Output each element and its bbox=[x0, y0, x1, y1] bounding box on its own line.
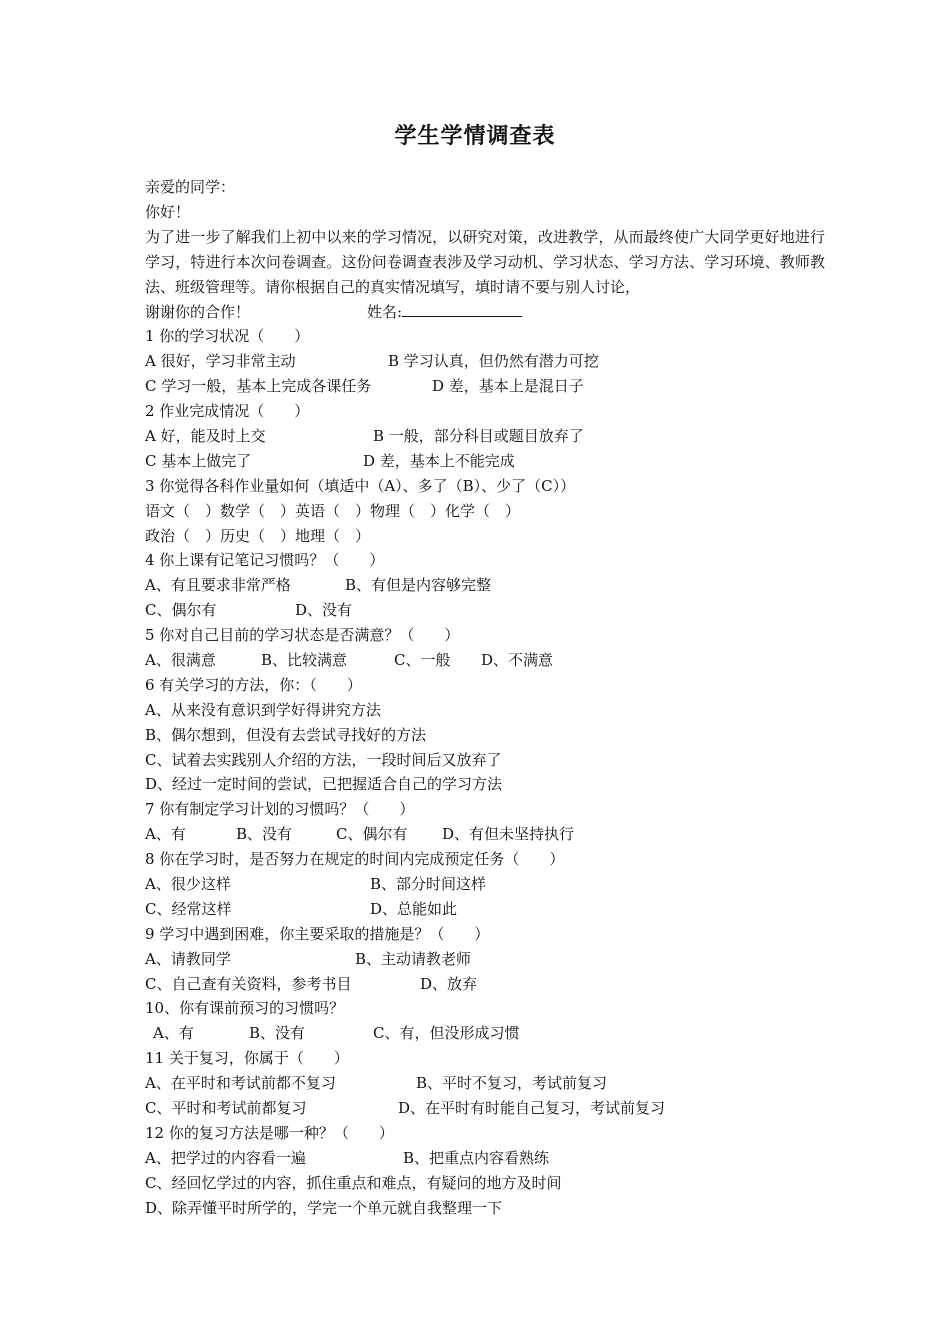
question-10: 10、你有课前预习的习惯吗？ bbox=[145, 999, 345, 1018]
question-3-options bbox=[145, 524, 825, 549]
option-item: D、不满意 bbox=[481, 650, 554, 669]
question-12-options bbox=[145, 1196, 825, 1221]
option-item: A、请教同学 bbox=[145, 949, 231, 968]
greeting: 亲爱的同学： bbox=[145, 178, 236, 196]
question-3: 3 你觉得各科作业量如何（填适中（A）、多了（B）、少了（C）） bbox=[145, 476, 576, 495]
option-item: B、没有 bbox=[236, 825, 293, 844]
question-4-options bbox=[145, 598, 825, 623]
option-item: D、放弃 bbox=[420, 974, 478, 993]
option-item: B 一般，部分科目或题目放弃了 bbox=[373, 426, 584, 445]
option-item: C、有，但没形成习惯 bbox=[373, 1024, 520, 1043]
question-8-options bbox=[145, 897, 825, 922]
option-item: B、有但是内容够完整 bbox=[345, 576, 492, 595]
question-7-options bbox=[145, 822, 825, 847]
option-item: C、试着去实践别人介绍的方法，一段时间后又放弃了 bbox=[145, 750, 502, 769]
option-item: A、很满意 bbox=[145, 650, 216, 669]
option-item: C、平时和考试前都复习 bbox=[145, 1099, 307, 1117]
option-item: D、有但未坚持执行 bbox=[442, 825, 575, 844]
option-item: B、把重点内容看熟练 bbox=[403, 1148, 550, 1167]
name-label: 姓名: bbox=[367, 302, 403, 321]
option-item: B 学习认真，但仍然有潜力可挖 bbox=[388, 352, 599, 371]
option-item: C、一般 bbox=[394, 650, 451, 669]
question-5: 5 你对自己目前的学习状态是否满意？（ ） bbox=[145, 626, 460, 645]
question-5-options bbox=[145, 648, 825, 673]
question-2-options bbox=[145, 424, 825, 449]
question-4-options bbox=[145, 573, 825, 598]
question-12-options bbox=[145, 1146, 825, 1171]
question-11: 11 关于复习，你属于（ ） bbox=[145, 1049, 349, 1068]
option-item: A、有 bbox=[145, 825, 186, 844]
question-6-options bbox=[145, 723, 825, 748]
question-10-options bbox=[145, 1021, 825, 1046]
survey-content bbox=[145, 175, 825, 1220]
question-8: 8 你在学习时，是否努力在规定的时间内完成预定任务（ ） bbox=[145, 850, 565, 869]
thanks-text: 谢谢你的合作！ bbox=[145, 302, 251, 321]
option-item: C、经回忆学过的内容，抓住重点和难点，有疑问的地方及时间 bbox=[145, 1173, 562, 1192]
question-11-options bbox=[145, 1071, 825, 1096]
page-title: 学生学情调查表 bbox=[394, 123, 556, 149]
question-8-options bbox=[145, 872, 825, 897]
question-2: 2 作业完成情况（ ） bbox=[145, 402, 310, 421]
option-item: D、除弄懂平时所学的，学完一个单元就自我整理一下 bbox=[145, 1198, 503, 1217]
question-1-options bbox=[145, 349, 825, 374]
option-item: D、没有 bbox=[295, 601, 353, 620]
option-item: A、从来没有意识到学好得讲究方法 bbox=[145, 700, 381, 719]
option-item: C 学习一般，基本上完成各课任务 bbox=[145, 377, 372, 396]
option-item: 语文（ ）数学（ ）英语（ ）物理（ ）化学（ ） bbox=[145, 501, 521, 520]
intro-paragraph: 为了进一步了解我们上初中以来的学习情况，以研究对策，改进教学，从而最终使广大同学更好地进行学习，特进行本次问卷调查。这份问卷调查表涉及学习动机、学习状态、学习方法、学习环境、教师教法、班级管理等。请你根据自己的真实情况填写，填时请不要与别人讨论， bbox=[145, 227, 825, 296]
option-item: B、部分时间这样 bbox=[370, 874, 487, 893]
option-item: A、有 bbox=[153, 1024, 194, 1043]
option-item: C、偶尔有 bbox=[336, 825, 408, 844]
option-item: D 差，基本上是混日子 bbox=[432, 377, 584, 396]
question-1: 1 你的学习状况（ ） bbox=[145, 327, 310, 346]
option-item: C、偶尔有 bbox=[145, 601, 217, 620]
question-11-options bbox=[145, 1096, 825, 1121]
question-3-options bbox=[145, 499, 825, 524]
thanks-row bbox=[145, 300, 825, 325]
question-6-options bbox=[145, 748, 825, 773]
option-item: C、自己查有关资料，参考书目 bbox=[145, 974, 352, 993]
option-item: A 很好，学习非常主动 bbox=[145, 352, 296, 371]
option-item: B、比较满意 bbox=[261, 650, 348, 669]
question-6: 6 有关学习的方法，你：（ ） bbox=[145, 675, 362, 694]
hello-line: 你好！ bbox=[145, 202, 191, 221]
option-item: A 好，能及时上交 bbox=[145, 426, 266, 445]
option-item: D 差，基本上不能完成 bbox=[363, 451, 515, 470]
option-item: B、主动请教老师 bbox=[355, 949, 472, 968]
question-6-options bbox=[145, 698, 825, 723]
question-4: 4 你上课有记笔记习惯吗？（ ） bbox=[145, 551, 385, 570]
question-6-options bbox=[145, 772, 825, 797]
name-field[interactable] bbox=[402, 300, 522, 317]
question-list bbox=[145, 324, 825, 1220]
option-item: A、把学过的内容看一遍 bbox=[145, 1148, 306, 1167]
option-item: C、经常这样 bbox=[145, 899, 232, 918]
option-item: D、经过一定时间的尝试，已把握适合自己的学习方法 bbox=[145, 775, 503, 794]
question-2-options bbox=[145, 449, 825, 474]
option-item: B、平时不复习，考试前复习 bbox=[416, 1074, 608, 1093]
option-item: C 基本上做完了 bbox=[145, 451, 252, 470]
option-item: D、在平时有时能自己复习，考试前复习 bbox=[398, 1099, 666, 1117]
question-7: 7 你有制定学习计划的习惯吗？（ ） bbox=[145, 800, 415, 819]
option-item: D、总能如此 bbox=[370, 899, 458, 918]
option-item: A、很少这样 bbox=[145, 874, 231, 893]
option-item: A、有且要求非常严格 bbox=[145, 576, 291, 595]
question-9: 9 学习中遇到困难，你主要采取的措施是？（ ） bbox=[145, 924, 490, 943]
option-item: B、没有 bbox=[249, 1024, 306, 1043]
question-9-options bbox=[145, 972, 825, 997]
question-1-options bbox=[145, 374, 825, 399]
option-item: B、偶尔想到，但没有去尝试寻找好的方法 bbox=[145, 725, 427, 744]
question-12-options bbox=[145, 1171, 825, 1196]
option-item: 政治（ ）历史（ ）地理（ ） bbox=[145, 526, 371, 545]
option-item: A、在平时和考试前都不复习 bbox=[145, 1074, 336, 1093]
question-12: 12 你的复习方法是哪一种？（ ） bbox=[145, 1123, 394, 1142]
question-9-options bbox=[145, 947, 825, 972]
